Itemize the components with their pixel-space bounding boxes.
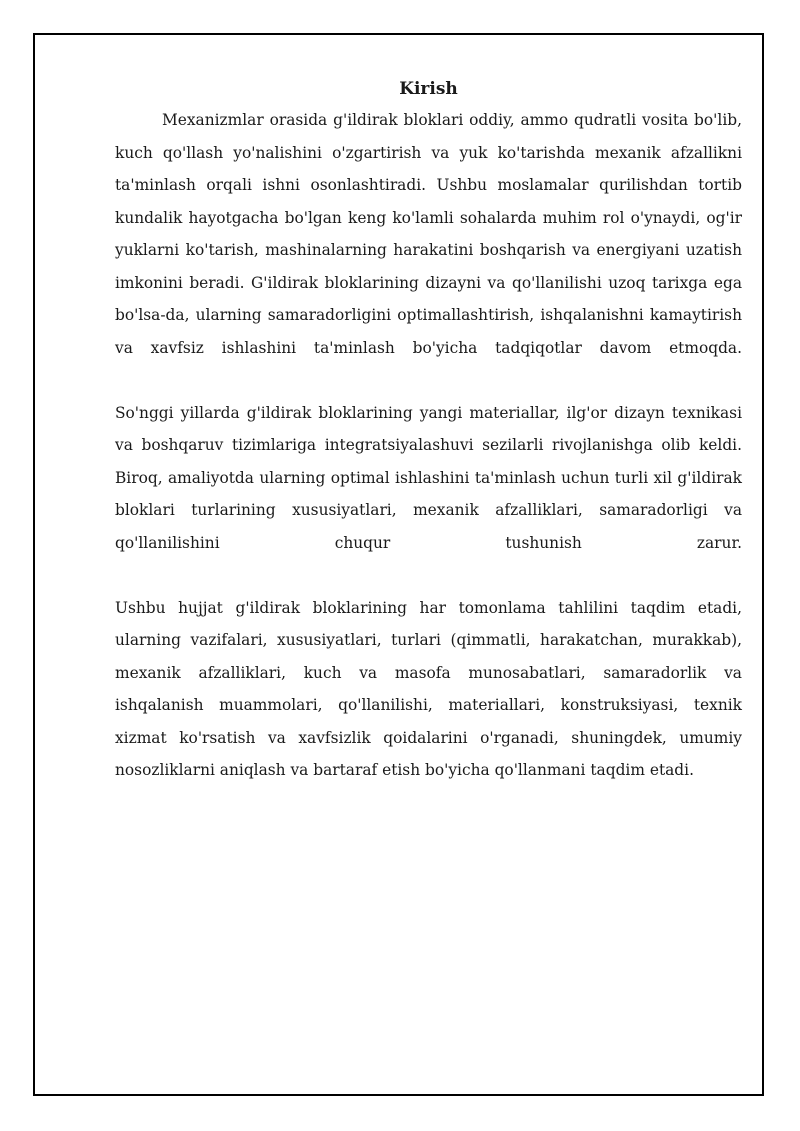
paragraph-developments: So'nggi yillarda g'ildirak bloklarining yangi materiallar, ilg'or dizayn texnikasi va boshqaruv tizimlariga integratsiyalashuvi sezilarli rivojlanishga olib keldi. Biroq, amaliyotda ularning optimal ishlashini ta'minlash uchun turli xil g'ildirak bloklari turlarining xususiyatlari, mexanik afzalliklari, samaradorligi va qo'llanilishini chuqur tushunish zarur. xyxy=(115,403,742,552)
document-body xyxy=(115,74,742,787)
document-title: Kirish xyxy=(399,79,458,99)
paragraph-scope: Ushbu hujjat g'ildirak bloklarining har tomonlama tahlilini taqdim etadi, ularning vazifalari, xususiyatlari, turlari (qimmatli, harakatchan, murakkab), mexanik afzalliklari, kuch va masofa munosabatlari, samaradorlik va ishqalanish muammolari, qo'llanilishi, materiallari, konstruksiyasi, texnik xizmat ko'rsatish va xavfsizlik qoidalarini o'rganadi, shuningdek, umumiy nosozliklarni aniqlash va bartaraf etish bo'yicha qo'llanmani taqdim etadi. xyxy=(115,598,742,779)
paragraph-intro: Mexanizmlar orasida g'ildirak bloklari oddiy, ammo qudratli vosita bo'lib, kuch qo'llash yo'nalishini o'zgartirish va yuk ko'tarishda mexanik afzallikni ta'minlash orqali ishni osonlashtiradi. Ushbu moslamalar qurilishdan tortib kundalik hayotgacha bo'lgan keng ko'lamli sohalarda muhim rol o'ynaydi, og'ir yuklarni ko'tarish, mashinalarning harakatini boshqarish va energiyani uzatish imkonini beradi. G'ildirak bloklarining dizayni va qo'llanilishi uzoq tarixga ega bo'lsa-da, ularning samaradorligini optimallashtirish, ishqalanishni kamaytirish va xavfsiz ishlashini ta'minlash bo'yicha tadqiqotlar davom etmoqda. xyxy=(115,111,742,357)
paragraph-spacer xyxy=(115,559,742,592)
paragraph-spacer xyxy=(115,364,742,397)
